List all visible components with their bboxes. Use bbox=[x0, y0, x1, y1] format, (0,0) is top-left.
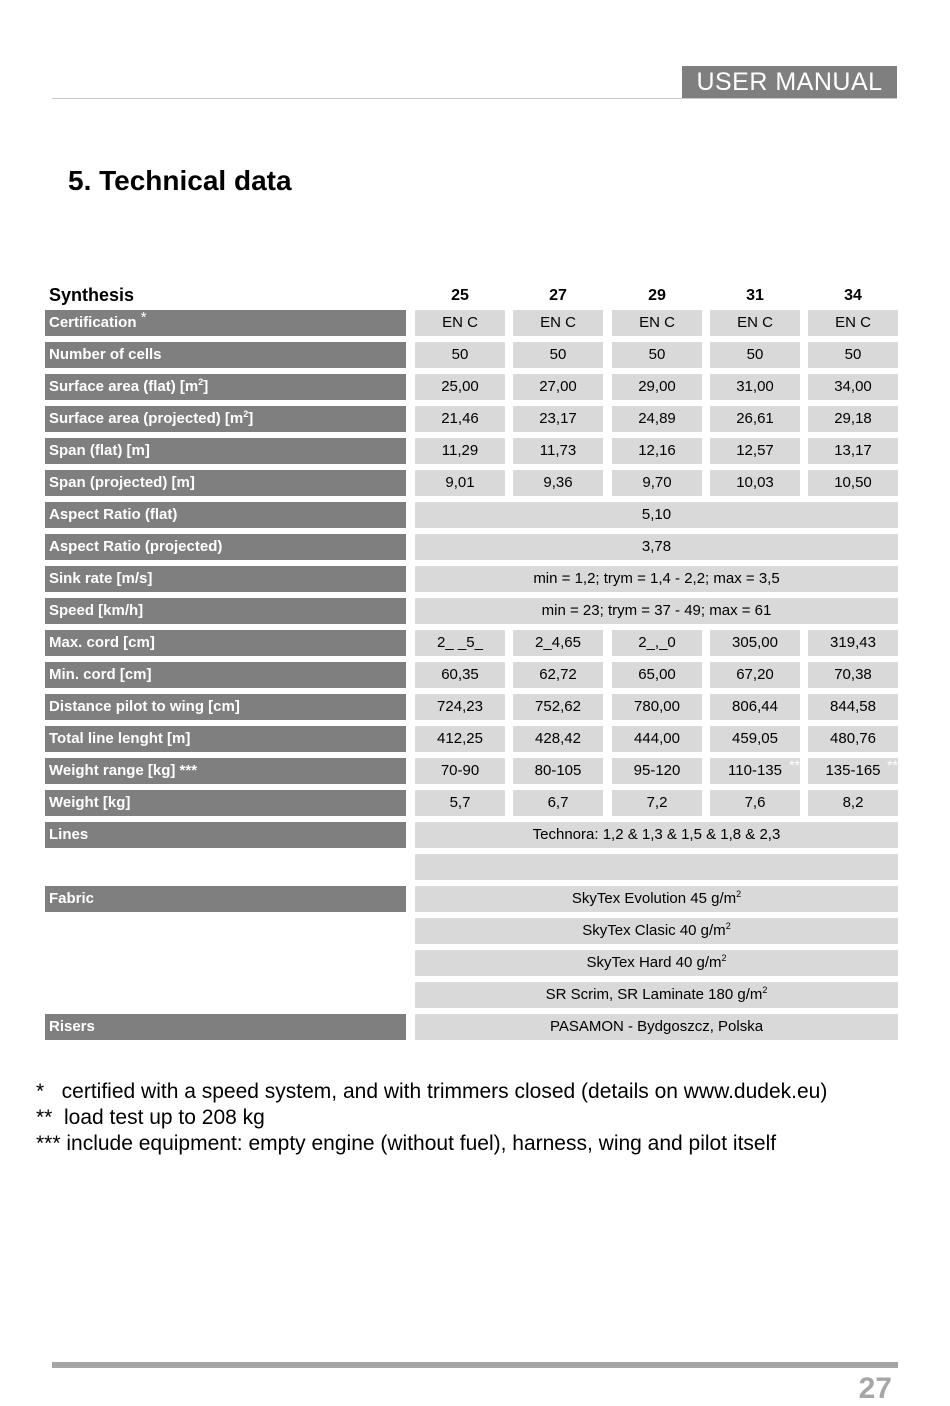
table-cell: 65,00 bbox=[612, 662, 702, 688]
row-label-text: Certification bbox=[49, 314, 137, 331]
superscript: 2 bbox=[198, 377, 204, 387]
table-row-risers bbox=[0, 1014, 950, 1040]
footnote: ** load test up to 208 kg bbox=[36, 1106, 265, 1129]
row-label: Aspect Ratio (flat) bbox=[45, 502, 406, 528]
fabric-item bbox=[415, 886, 898, 912]
table-cell-merged: PASAMON - Bydgoszcz, Polska bbox=[415, 1014, 898, 1040]
table-cell: 13,17 bbox=[808, 438, 898, 464]
header-rule bbox=[52, 98, 897, 99]
table-row-span-projected bbox=[0, 470, 950, 496]
table-cell: 50 bbox=[415, 342, 505, 368]
table-row-aspect-flat bbox=[0, 502, 950, 528]
table-cell: 806,44 bbox=[710, 694, 800, 720]
table-cell: 444,00 bbox=[612, 726, 702, 752]
table-cell: 60,35 bbox=[415, 662, 505, 688]
fabric-text: SkyTex Clasic 40 bbox=[582, 922, 701, 939]
fabric-item bbox=[415, 950, 898, 976]
size-header: 25 bbox=[451, 287, 469, 304]
row-label: Min. cord [cm] bbox=[45, 662, 406, 688]
table-cell: 6,7 bbox=[513, 790, 603, 816]
fabric-item bbox=[415, 918, 898, 944]
table-cell: 21,46 bbox=[415, 406, 505, 432]
table-cell: 7,6 bbox=[710, 790, 800, 816]
table-cell: 7,2 bbox=[612, 790, 702, 816]
table-cell: 12,57 bbox=[710, 438, 800, 464]
fabric-unit: g/m bbox=[711, 890, 737, 907]
table-cell: 67,20 bbox=[710, 662, 800, 688]
row-label: Aspect Ratio (projected) bbox=[45, 534, 406, 560]
table-row-surface-flat bbox=[0, 374, 950, 400]
row-label: Weight [kg] bbox=[45, 790, 406, 816]
footnote-mark: ** bbox=[789, 757, 800, 773]
table-cell: 480,76 bbox=[808, 726, 898, 752]
page-title: 5. Technical data bbox=[68, 165, 292, 196]
table-cell: 50 bbox=[612, 342, 702, 368]
table-cell: 428,42 bbox=[513, 726, 603, 752]
table-cell: EN C bbox=[808, 310, 898, 336]
table-cell: 50 bbox=[513, 342, 603, 368]
row-label: Lines bbox=[45, 822, 406, 848]
row-label: Sink rate [m/s] bbox=[45, 566, 406, 592]
footer-rule bbox=[52, 1362, 898, 1368]
table-cell: 844,58 bbox=[808, 694, 898, 720]
table-row-surface-projected bbox=[0, 406, 950, 432]
row-label-text: Surface area (flat) [m bbox=[49, 378, 199, 395]
table-cell: 10,50 bbox=[808, 470, 898, 496]
table-row-cells bbox=[0, 342, 950, 368]
fabric-unit: g/m bbox=[696, 954, 722, 971]
table-cell-text: 110-135 bbox=[728, 762, 782, 779]
row-label bbox=[45, 310, 406, 336]
table-row-certification bbox=[0, 310, 950, 336]
table-cell: 11,73 bbox=[513, 438, 603, 464]
row-label: Span (flat) [m] bbox=[45, 438, 406, 464]
row-label: Weight range [kg] *** bbox=[45, 758, 406, 784]
table-cell: 50 bbox=[808, 342, 898, 368]
page-number: 27 bbox=[858, 1372, 892, 1405]
table-cell: 27,00 bbox=[513, 374, 603, 400]
row-label: Span (projected) [m] bbox=[45, 470, 406, 496]
table-row-aspect-projected bbox=[0, 534, 950, 560]
table-row-lines bbox=[0, 822, 950, 848]
table-cell bbox=[710, 758, 800, 784]
table-cell: 412,25 bbox=[415, 726, 505, 752]
table-cell: 11,29 bbox=[415, 438, 505, 464]
row-label-text: ] bbox=[248, 410, 254, 427]
table-cell: 95-120 bbox=[612, 758, 702, 784]
table-row-speed bbox=[0, 598, 950, 624]
table-cell: 62,72 bbox=[513, 662, 603, 688]
size-header: 29 bbox=[648, 287, 666, 304]
table-row-span-flat bbox=[0, 438, 950, 464]
superscript: 2 bbox=[736, 889, 742, 899]
table-cell: 24,89 bbox=[612, 406, 702, 432]
fabric-unit: g/m bbox=[700, 922, 726, 939]
footnote: * certified with a speed system, and with trimmers closed (details on www.dudek.eu) bbox=[36, 1080, 828, 1103]
table-cell: EN C bbox=[513, 310, 603, 336]
table-cell: 9,70 bbox=[612, 470, 702, 496]
table-row-line-length bbox=[0, 726, 950, 752]
size-header: 31 bbox=[746, 287, 764, 304]
footnote-mark: * bbox=[140, 309, 147, 326]
size-header: 27 bbox=[549, 287, 567, 304]
fabric-item bbox=[415, 982, 898, 1008]
table-cell: EN C bbox=[415, 310, 505, 336]
table-cell-text: 135-165 bbox=[825, 762, 881, 779]
table-cell: 459,05 bbox=[710, 726, 800, 752]
size-header: 34 bbox=[844, 287, 862, 304]
table-cell: 305,00 bbox=[710, 630, 800, 656]
table-cell: 23,17 bbox=[513, 406, 603, 432]
table-row-sink-rate bbox=[0, 566, 950, 592]
table-cell-merged: 5,10 bbox=[415, 502, 898, 528]
fabric-text: SkyTex Hard 40 bbox=[586, 954, 697, 971]
table-cell bbox=[808, 758, 898, 784]
table-cell: 26,61 bbox=[710, 406, 800, 432]
table-cell: 80-105 bbox=[513, 758, 603, 784]
table-cell-merged: 3,78 bbox=[415, 534, 898, 560]
row-label: Speed [km/h] bbox=[45, 598, 406, 624]
row-label-text: ] bbox=[203, 378, 209, 395]
table-cell: 50 bbox=[710, 342, 800, 368]
table-cell: 9,36 bbox=[513, 470, 603, 496]
row-label: Number of cells bbox=[45, 342, 406, 368]
row-label: Distance pilot to wing [cm] bbox=[45, 694, 406, 720]
table-cell: 2_ _5_ bbox=[415, 630, 505, 656]
table-cell: 29,18 bbox=[808, 406, 898, 432]
row-label-fabric: Fabric bbox=[45, 886, 406, 912]
superscript: 2 bbox=[243, 409, 249, 419]
row-label: Total line lenght [m] bbox=[45, 726, 406, 752]
table-cell: 10,03 bbox=[710, 470, 800, 496]
table-cell-merged: min = 1,2; trym = 1,4 - 2,2; max = 3,5 bbox=[415, 566, 898, 592]
table-cell: 70-90 bbox=[415, 758, 505, 784]
table-row-distance bbox=[0, 694, 950, 720]
fabric-text: SkyTex Evolution 45 bbox=[571, 890, 712, 907]
table-cell: 70,38 bbox=[808, 662, 898, 688]
table-cell-merged: min = 23; trym = 37 - 49; max = 61 bbox=[415, 598, 898, 624]
footnote-mark: ** bbox=[887, 757, 898, 773]
table-cell: 9,01 bbox=[415, 470, 505, 496]
table-name: Synthesis bbox=[49, 285, 135, 305]
table-cell: 34,00 bbox=[808, 374, 898, 400]
table-cell: EN C bbox=[710, 310, 800, 336]
table-cell: 31,00 bbox=[710, 374, 800, 400]
table-cell: 12,16 bbox=[612, 438, 702, 464]
table-row-max-cord bbox=[0, 630, 950, 656]
table-cell: 752,62 bbox=[513, 694, 603, 720]
table-cell: 724,23 bbox=[415, 694, 505, 720]
table-cell: 2_,_0 bbox=[612, 630, 702, 656]
table-row-weight bbox=[0, 790, 950, 816]
table-cell: EN C bbox=[612, 310, 702, 336]
table-row-weight-range bbox=[0, 758, 950, 784]
superscript: 2 bbox=[721, 953, 727, 963]
row-label: Risers bbox=[45, 1014, 406, 1040]
table-cell-merged: Technora: 1,2 & 1,3 & 1,5 & 1,8 & 2,3 bbox=[415, 822, 898, 848]
header-section-badge: USER MANUAL bbox=[682, 66, 897, 98]
fabric-unit: g/m bbox=[737, 986, 763, 1003]
footnote: *** include equipment: empty engine (without fuel), harness, wing and pilot itself bbox=[36, 1132, 777, 1155]
table-cell: 5,7 bbox=[415, 790, 505, 816]
fabric-text: SR Scrim, SR Laminate 180 bbox=[545, 986, 738, 1003]
row-label bbox=[45, 406, 406, 432]
table-cell: 319,43 bbox=[808, 630, 898, 656]
row-label: Max. cord [cm] bbox=[45, 630, 406, 656]
table-cell: 25,00 bbox=[415, 374, 505, 400]
table-cell: 780,00 bbox=[612, 694, 702, 720]
table-cell-empty bbox=[415, 854, 898, 880]
table-cell: 29,00 bbox=[612, 374, 702, 400]
superscript: 2 bbox=[762, 985, 768, 995]
table-row-min-cord bbox=[0, 662, 950, 688]
superscript: 2 bbox=[725, 921, 731, 931]
table-cell: 2_4,65 bbox=[513, 630, 603, 656]
table-cell: 8,2 bbox=[808, 790, 898, 816]
row-label bbox=[45, 374, 406, 400]
row-label-text: Surface area (projected) [m bbox=[49, 410, 244, 427]
